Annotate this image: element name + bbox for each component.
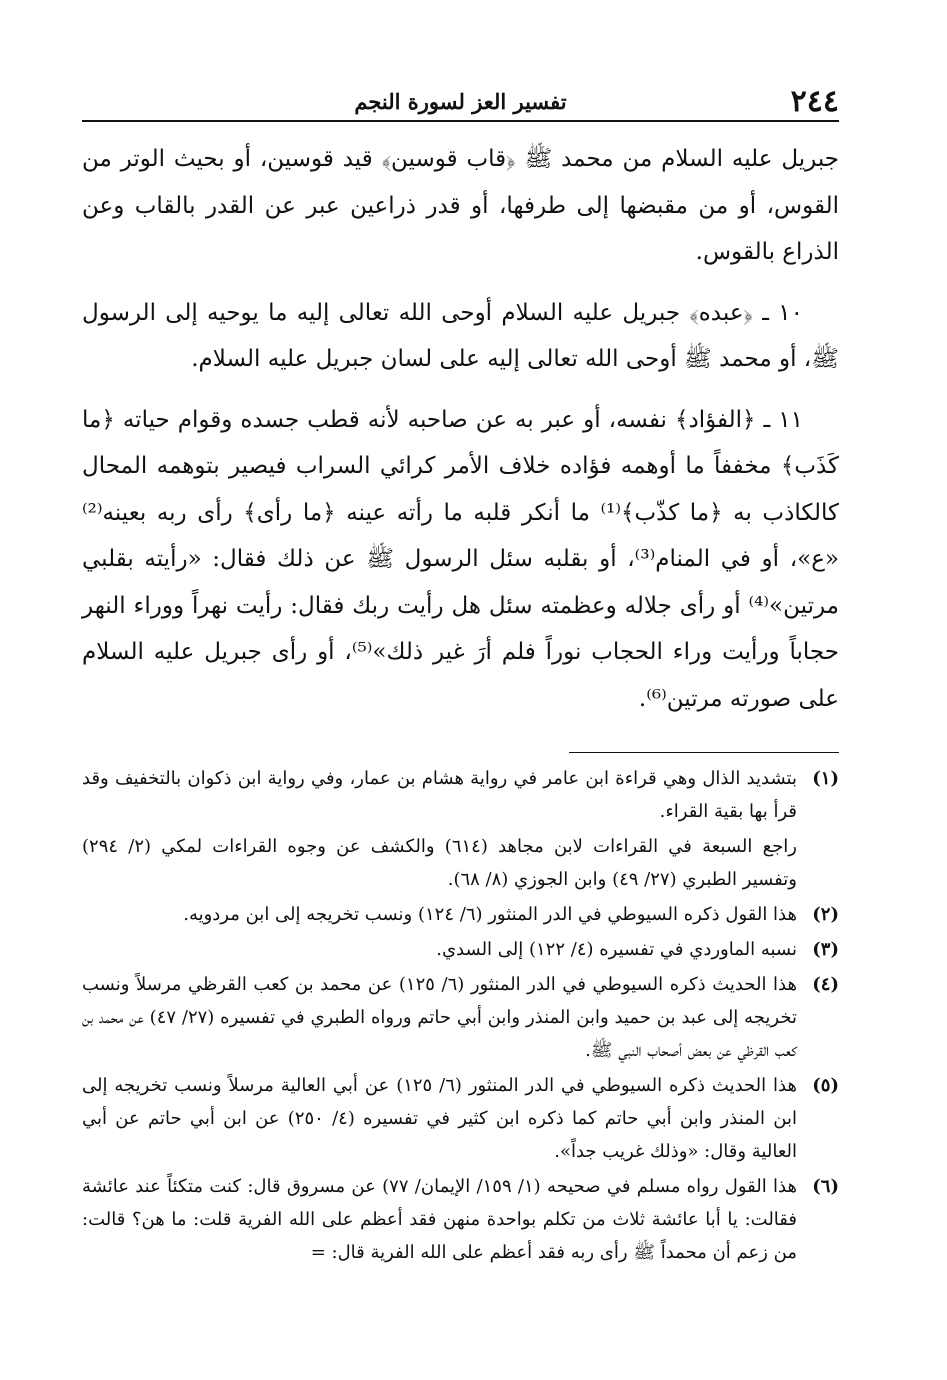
running-title: تفسير العز لسورة النجم	[354, 89, 567, 114]
footnote-text: بتشديد الذال وهي قراءة ابن عامر في رواية هشام بن عمار، وفي رواية ابن ذكوان بالتخفيف وقد قرأ بها بقية القراء.	[82, 768, 797, 822]
footnote-continuation: راجع السبعة في القراءات لابن مجاهد (٦١٤) والكشف عن وجوه القراءات لمكي (٢/ ٢٩٤) وتفسير الطبري (٢٧/ ٤٩) وابن الجوزي (٨/ ٦٨).	[82, 836, 797, 890]
footnotes	[82, 762, 839, 1271]
footnote-number: (٦)	[812, 1176, 839, 1197]
footnote-number: (٥)	[812, 1075, 839, 1096]
footnote-number: (٤)	[812, 974, 839, 995]
paragraph: ١٠ ـ ﴿عبده﴾ جبريل عليه السلام أوحى الله تعالى إليه ما يوحيه إلى الرسول ﷺ، أو محمد ﷺ أوحى الله تعالى إليه على لسان جبريل عليه السلام.	[82, 299, 839, 372]
footnote	[82, 968, 839, 1067]
footnote	[82, 933, 839, 966]
footnote-number: (١)	[812, 768, 839, 789]
page-header	[82, 84, 839, 122]
footnote-text: هذا الحديث ذكره السيوطي في الدر المنثور (٦/ ١٢٥) عن محمد بن كعب القرظي مرسلاً ونسب تخريجه إلى عبد بن حميد وابن المنذر وابن أبي حاتم ورواه الطبري في تفسيره (٢٧/ ٤٧) عن محمد بن كعب القرظي عن بعض أصحاب النبي ﷺ.	[82, 974, 797, 1061]
footnote-text: هذا القول ذكره السيوطي في الدر المنثور (٦/ ١٢٤) ونسب تخريجه إلى ابن مردويه.	[183, 904, 797, 925]
footnote-number: (٢)	[812, 904, 839, 925]
page-number: ٢٤٤	[790, 84, 839, 119]
paragraph: جبريل عليه السلام من محمد ﷺ ﴿قاب قوسين﴾ قيد قوسين، أو بحيث الوتر من القوس، أو من مقبضها إلى طرفها، أو قدر ذراعين عبر عن القدر بالقاب وعن الذراع بالقوس.	[82, 146, 839, 265]
footnote-text: هذا القول رواه مسلم في صحيحه (١/ ١٥٩/ الإيمان/ ٧٧) عن مسروق قال: كنت متكئاً عند عائشة فقالت: يا أبا عائشة ثلاث من تكلم بواحدة منهن فقد أعظم على الله الفرية قلت: ما هن؟ قالت: من زعم أن محمداً ﷺ رأى ربه فقد أعظم على الله الفرية قال: =	[82, 1176, 797, 1263]
footnote	[82, 1069, 839, 1168]
footnote	[82, 898, 839, 931]
footnote-number: (٣)	[812, 939, 839, 960]
footnote	[82, 762, 839, 828]
paragraph: ١١ ـ ﴿الفؤاد﴾ نفسه، أو عبر به عن صاحبه لأنه قطب جسده وقوام حياته ﴿ما كَذَب﴾ مخففاً ما أوهمه فؤاده خلاف الأمر كرائي السراب فيصير بتوهمه المحال كالكاذب به ﴿ما كذّب﴾⁽¹⁾ ما أنكر قلبه ما رأته عينه ﴿ما رأى﴾ رأى ربه بعينه⁽²⁾ «ع»، أو في المنام⁽³⁾، أو بقلبه سئل الرسول ﷺ عن ذلك فقال: «رأيته بقلبي مرتين»⁽⁴⁾ أو رأى جلاله وعظمته سئل هل رأيت ربك فقال: رأيت نهراً ووراء النهر حجاباً ورأيت وراء الحجاب نوراً فلم أرَ غير ذلك»⁽⁵⁾، أو رأى جبريل عليه السلام على صورته مرتين⁽⁶⁾.	[82, 406, 840, 712]
footnote	[82, 1170, 839, 1269]
footnote-text: هذا الحديث ذكره السيوطي في الدر المنثور (٦/ ١٢٥) عن أبي العالية مرسلاً ونسب تخريجه إلى ابن المنذر وابن أبي حاتم كما ذكره ابن كثير في تفسيره (٤/ ٢٥٠) عن ابن أبي حاتم عن أبي العالية وقال: «وذلك غريب جداً».	[82, 1075, 797, 1162]
footnote-text: نسبه الماوردي في تفسيره (٤/ ١٢٢) إلى السدي.	[436, 939, 797, 960]
main-text	[82, 136, 839, 736]
footnote-separator	[569, 752, 839, 753]
